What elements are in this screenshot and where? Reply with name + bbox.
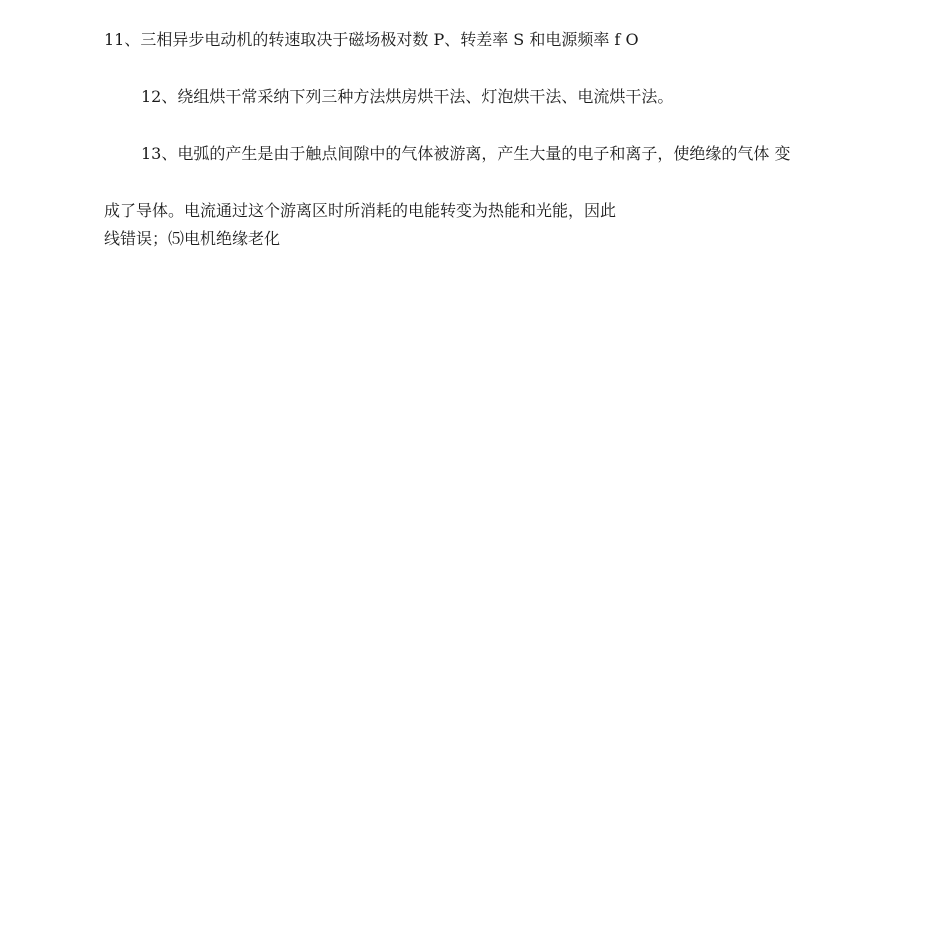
- text-fragment: 线错误；⑸电机绝缘老化: [104, 229, 281, 248]
- paragraph-13: 13、电弧的产生是由于触点间隙中的气体被游离，产生大量的电子和离子，使绝缘的气体 变: [141, 144, 791, 163]
- paragraph-11: 11、三相异步电动机的转速取决于磁场极对数 P、转差率 S 和电源频率 f O: [104, 30, 639, 49]
- paragraph-12: 12、绕组烘干常采纳下列三种方法烘房烘干法、灯泡烘干法、电流烘干法。: [141, 87, 674, 106]
- paragraph-13-continuation: 成了导体。电流通过这个游离区时所消耗的电能转变为热能和光能，因此: [104, 201, 617, 220]
